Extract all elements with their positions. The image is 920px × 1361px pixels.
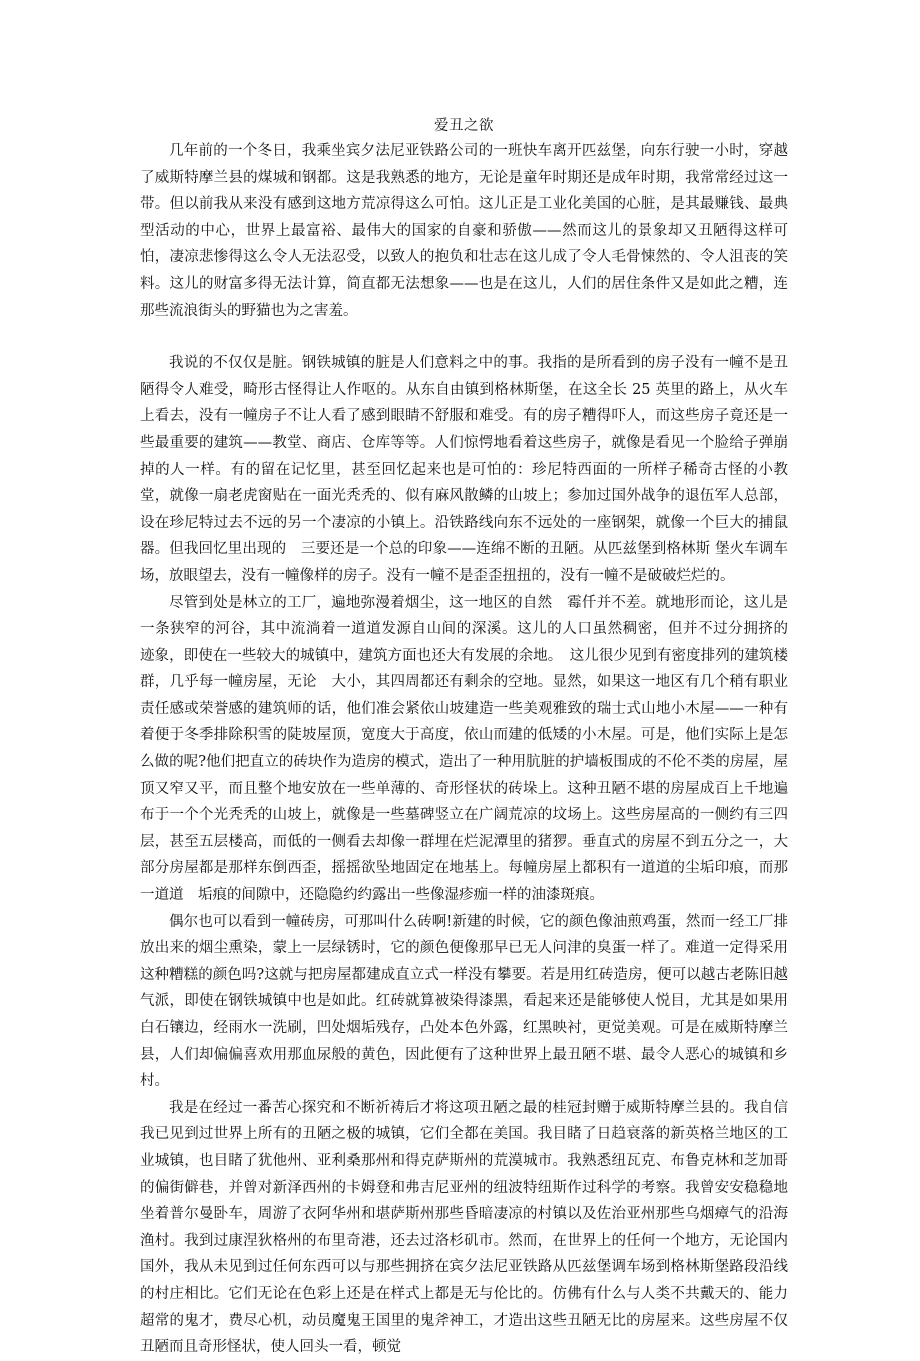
paragraph-2: 我说的不仅仅是脏。钢铁城镇的脏是人们意料之中的事。我指的是所看到的房子没有一幢不是丑陋得令人难受，畸形古怪得让人作呕的。从东自由镇到格林斯堡，在这全长 25 英里的路上，从火车上看去，没有一幢房子不让人看了感到眼睛不舒服和难受。有的房子糟得吓人，而这些房子竟还是一些最重要的建筑——教堂、商店、仓库等等。人们惊愕地看着这些房子，就像是看见一个脸给子弹崩掉的人一样。有的留在记忆里，甚至回忆起来也是可怕的：珍尼特西面的一所样子稀奇古怪的小教堂，就像一扇老虎窗贴在一面光秃秃的、似有麻风散鳞的山坡上；参加过国外战争的退伍军人总部，设在珍尼特过去不远的另一个凄凉的小镇上。沿铁路线向东不远处的一座钢架，就像一个巨大的捕鼠器。但我回忆里出现的 三要还是一个总的印象——连绵不断的丑陋。从匹兹堡到格林斯 堡火车调车场，放眼望去，没有一幢像样的房子。没有一幢不是歪歪扭扭的，没有一幢不是破破烂烂的。 — [140, 355, 788, 584]
paragraph-5: 我是在经过一番苦心探究和不断祈祷后才将这项丑陋之最的桂冠封赠于威斯特摩兰县的。我自信我已见到过世界上所有的丑陋之极的城镇，它们全都在美国。我目睹了日趋衰落的新英格兰地区的工业城镇，也目睹了犹他州、亚利桑那州和得克萨斯州的荒漠城市。我熟悉纽瓦克、布鲁克林和芝加哥的偏街僻巷，并曾对新泽西州的卡姆登和弗吉尼亚州的纽波特纽斯作过科学的考察。我曾安安稳稳地坐着普尔曼卧车，周游了衣阿华州和堪萨斯州那些昏暗凄凉的村镇以及佐治亚州那些乌烟瘴气的沿海渔村。我到过康涅狄格州的布里奇港，还去过洛杉矶市。然而，在世界上的任何一个地方，无论国内国外，我从未见到过任何东西可以与那些拥挤在宾夕法尼亚铁路从匹兹堡调车场到格林斯堡路段沿线的村庄相比。它们无论在色彩上还是在样式上都是无与伦比的。仿佛有什么与人类不共戴天的、能力超常的鬼才，费尽心机，动员魔鬼王国里的鬼斧神工，才造出这些丑陋无比的房屋来。这些房屋不仅丑陋而且奇形怪状，使人回头一看，顿觉 — [140, 1099, 788, 1356]
paragraph-4: 偶尔也可以看到一幢砖房，可那叫什么砖啊!新建的时候，它的颜色像油煎鸡蛋，然而一经工厂排放出来的烟尘熏染，蒙上一层绿锈时，它的颜色便像那早已无人问津的臭蛋一样了。难道一定得采用这种糟糕的颜色吗?这就与把房屋都建成直立式一样没有攀要。若是用红砖造房，便可以越古老陈旧越气派，即使在钢铁城镇中也是如此。红砖就算被染得漆黑，看起来还是能够使人悦目，尤其是如果用白石镶边，经雨水一洗刷，凹处烟垢残存，凸处本色外露，红黑映衬，更觉美观。可是在威斯特摩兰县，人们却偏偏喜欢用那血尿般的黄色，因此便有了这种世界上最丑陋不堪、最令人恶心的城镇和乡村。 — [140, 913, 788, 1090]
paragraph-1: 几年前的一个冬日，我乘坐宾夕法尼亚铁路公司的一班快车离开匹兹堡，向东行驶一小时，穿越了威斯特摩兰县的煤城和钢都。这是我熟悉的地方，无论是童年时期还是成年时期，我常常经过这一带。但以前我从来没有感到这地方荒凉得这么可怕。这儿正是工业化美国的心脏，是其最赚钱、最典型活动的中心，世界上最富裕、最伟大的国家的自豪和骄傲——然而这儿的景象却又丑陋得这样可怕，凄凉悲惨得这么令人无法忍受，以致人的抱负和壮志在这儿成了令人毛骨悚然的、令人沮丧的笑料。这儿的财富多得无法计算，简直都无法想象——也是在这儿，人们的居住条件又是如此之糟，连那些流浪街头的野猫也为之害羞。 — [140, 143, 788, 319]
document-body — [140, 115, 803, 1361]
document-title: 爱丑之欲 — [434, 118, 494, 134]
paragraph-3: 尽管到处是林立的工厂，遍地弥漫着烟尘，这一地区的自然 霉仟并不差。就地形而论，这儿是一条狭窄的河谷，其中流淌着一道道发源自山间的深溪。这儿的人口虽然稠密，但并不过分拥挤的 迹象，即使在一些较大的城镇中，建筑方面也还大有发展的余地。 这儿很少见到有密度排列的建筑楼群，几乎每一幢房屋，无论 大小，其四周都还有剩余的空地。显然，如果这一地区有几个稍有职业责任感或荣誉感的建筑师的话，他们准会紧依山坡建造一些美观雅致的瑞士式山地小木屋——一种有着便于冬季排除积雪的陡坡屋顶，宽度大于高度，依山而建的低矮的小木屋。可是，他们实际上是怎么做的呢?他们把直立的砖块作为造房的模式，造出了一种用肮脏的护墙板围成的不伦不类的房屋，屋顶又窄又平，而且整个地安放在一些单薄的、奇形怪状的砖垛上。这种丑陋不堪的房屋成百上千地遍布于一个个光秃秃的山坡上，就像是一些墓碑竖立在广阔荒凉的坟场上。这些房屋高的一侧约有三四层，甚至五层楼高，而低的一侧看去却像一群埋在烂泥潭里的猪猡。垂直式的房屋不到五分之一，大部分房屋都是那样东倒西歪，摇摇欲坠地固定在地基上。每幢房屋上都积有一道道的尘垢印痕，而那一道道 垢痕的间隙中，还隐隐约约露出一些像湿疹痂一样的油漆斑痕。 — [140, 594, 803, 904]
